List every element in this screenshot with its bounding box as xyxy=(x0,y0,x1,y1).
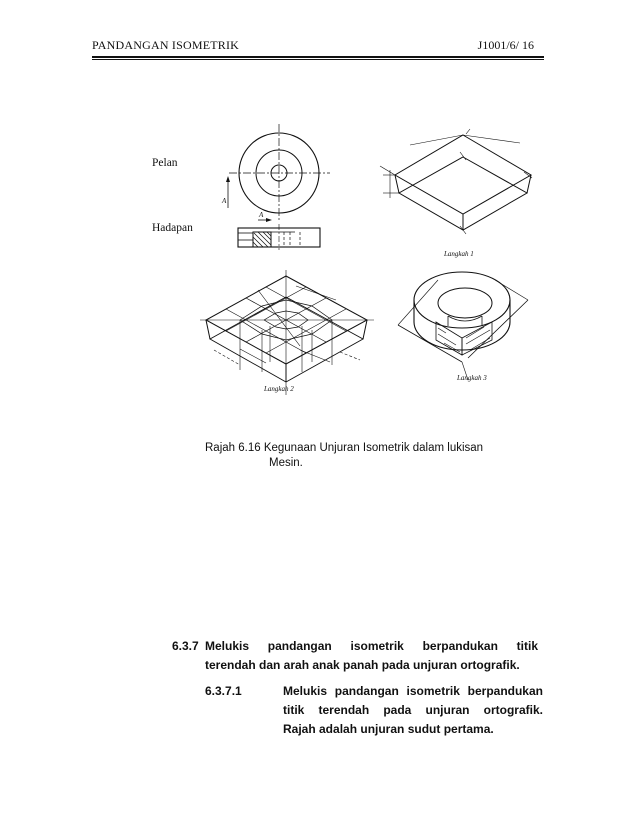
label-a-top: A xyxy=(259,211,264,219)
step2-drawing xyxy=(200,270,374,395)
section-heading xyxy=(205,637,538,675)
subsection-line2: titik terendah pada unjuran ortografik. xyxy=(283,703,543,717)
section-line2: terendah dan arah anak panah pada unjuran ortografik. xyxy=(205,658,520,672)
section-line1: Melukis pandangan isometrik berpandukan titik xyxy=(205,639,538,653)
subsection-line3: Rajah adalah unjuran sudut pertama. xyxy=(283,722,494,736)
front-view xyxy=(238,211,320,250)
header-code: J1001/6/ 16 xyxy=(477,38,534,52)
subsection-number: 6.3.7.1 xyxy=(205,684,242,698)
label-plan: Pelan xyxy=(152,157,178,169)
plan-view xyxy=(221,124,330,222)
header-title: PANDANGAN ISOMETRIK xyxy=(92,38,240,52)
step3-drawing xyxy=(398,272,528,380)
label-front: Hadapan xyxy=(152,222,193,234)
step1-drawing xyxy=(380,129,532,234)
section-number: 6.3.7 xyxy=(172,639,199,653)
label-a-side: A xyxy=(222,197,227,205)
step3-label: Langkah 3 xyxy=(457,374,487,382)
subsection-line1: Melukis pandangan isometrik berpandukan xyxy=(283,684,543,698)
step1-label: Langkah 1 xyxy=(444,250,474,258)
caption-line2: Mesin. xyxy=(269,457,303,469)
subsection-text xyxy=(283,682,543,739)
step2-label: Langkah 2 xyxy=(264,385,294,393)
caption-line1: Rajah 6.16 Kegunaan Unjuran Isometrik dalam lukisan xyxy=(205,442,484,454)
figure-caption xyxy=(205,441,483,471)
